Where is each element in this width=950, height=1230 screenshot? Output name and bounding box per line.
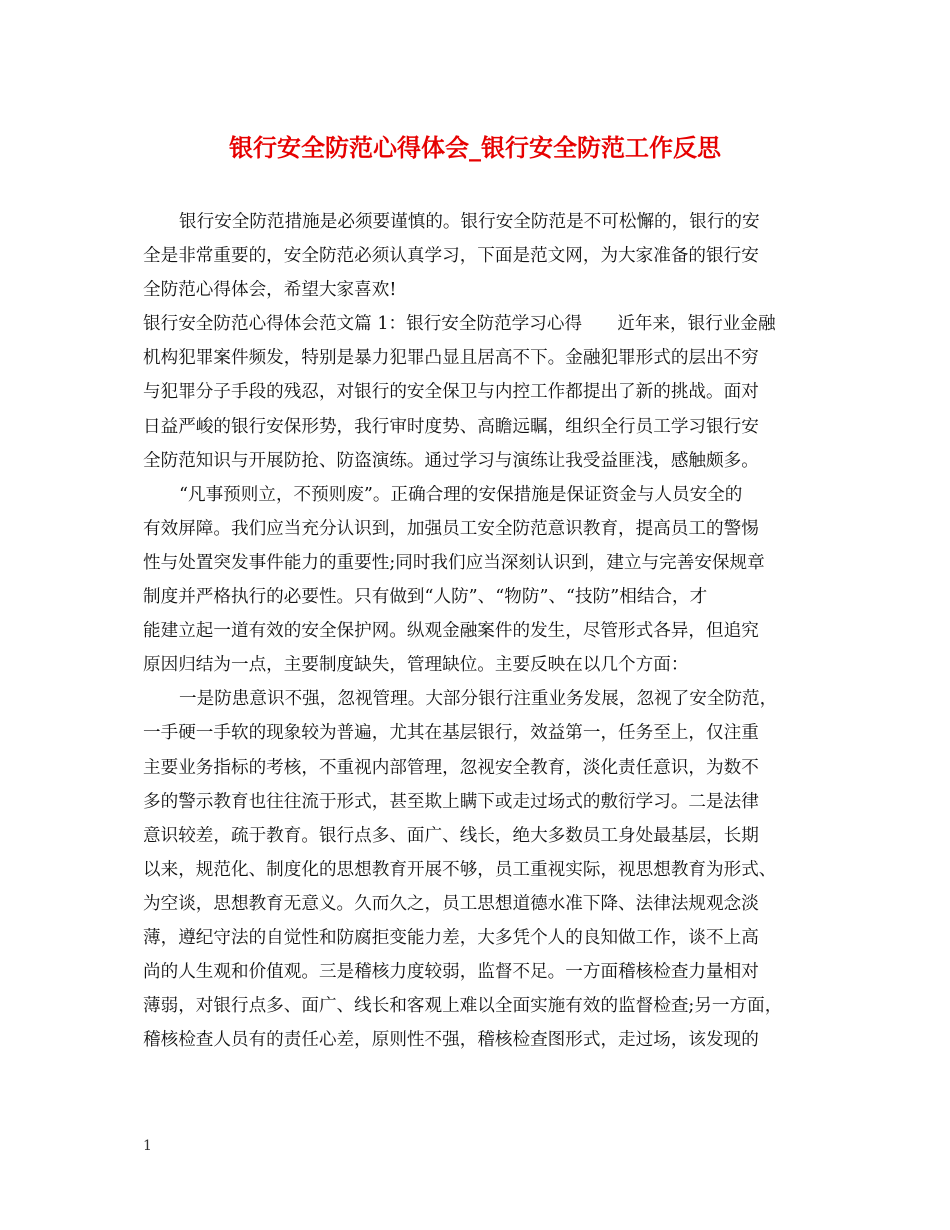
text-line: 一是防患意识不强，忽视管理。大部分银行注重业务发展，忽视了安全防范， [179,689,778,710]
page-number: 1 [143,1138,152,1154]
document-title: 银行安全防范心得体会_银行安全防范工作反思 [229,133,721,162]
text-line: 日益严峻的银行安保形势，我行审时度势、高瞻远瞩，组织全行员工学习银行安 [143,416,759,437]
text-line: 以来，规范化、制度化的思想教育开展不够，员工重视实际，视思想教育为形式、 [143,859,777,880]
text-line: 有效屏障。我们应当充分认识到，加强员工安全防范意识教育，提高员工的警惕 [143,518,759,539]
text-line: 银行安全防范心得体会范文篇 1：银行安全防范学习心得 近年来，银行业金融 [143,314,776,335]
text-line: 机构犯罪案件频发，特别是暴力犯罪凸显且居高不下。金融犯罪形式的层出不穷 [143,348,759,369]
text-line: 意识较差，疏于教育。银行点多、面广、线长，绝大多数员工身处最基层，长期 [143,825,759,846]
text-line: 稽核检查人员有的责任心差，原则性不强，稽核检查图形式，走过场，该发现的 [143,1030,759,1051]
text-line: 性与处置突发事件能力的重要性;同时我们应当深刻认识到，建立与完善安保规章 [143,552,765,573]
text-line: 与犯罪分子手段的残忍，对银行的安全保卫与内控工作都提出了新的挑战。面对 [143,382,759,403]
document-body [143,205,813,1057]
text-line: “凡事预则立，不预则废”。正确合理的安保措施是保证资金与人员安全的 [179,484,743,505]
text-line: 全防范心得体会，希望大家喜欢! [143,280,397,301]
text-line: 原因归结为一点，主要制度缺失，管理缺位。主要反映在以几个方面： [143,655,689,676]
text-line: 多的警示教育也往往流于形式，甚至欺上瞒下或走过场式的敷衍学习。二是法律 [143,791,759,812]
text-line: 主要业务指标的考核，不重视内部管理，忽视安全教育，淡化责任意识，为数不 [143,757,759,778]
text-line: 尚的人生观和价值观。三是稽核力度较弱，监督不足。一方面稽核检查力量相对 [143,962,759,983]
text-line: 全防范知识与开展防抢、防盗演练。通过学习与演练让我受益匪浅，感触颇多。 [143,450,759,471]
text-line: 全是非常重要的，安全防范必须认真学习，下面是范文网，为大家准备的银行安 [143,246,759,267]
text-line: 制度并严格执行的必要性。只有做到“人防”、“物防”、“技防”相结合，才 [143,587,708,608]
text-line: 一手硬一手软的现象较为普遍，尤其在基层银行，效益第一，任务至上，仅注重 [143,723,759,744]
text-line: 薄，遵纪守法的自觉性和防腐拒变能力差，大多凭个人的良知做工作，谈不上高 [143,927,759,948]
text-line: 为空谈，思想教育无意义。久而久之，员工思想道德水准下降、法律法规观念淡 [143,893,759,914]
text-line: 能建立起一道有效的安全保护网。纵观金融案件的发生，尽管形式各异，但追究 [143,621,759,642]
text-line: 薄弱，对银行点多、面广、线长和客观上难以全面实施有效的监督检查;另一方面， [143,996,783,1017]
text-line: 银行安全防范措施是必须要谨慎的。银行安全防范是不可松懈的，银行的安 [179,212,760,232]
